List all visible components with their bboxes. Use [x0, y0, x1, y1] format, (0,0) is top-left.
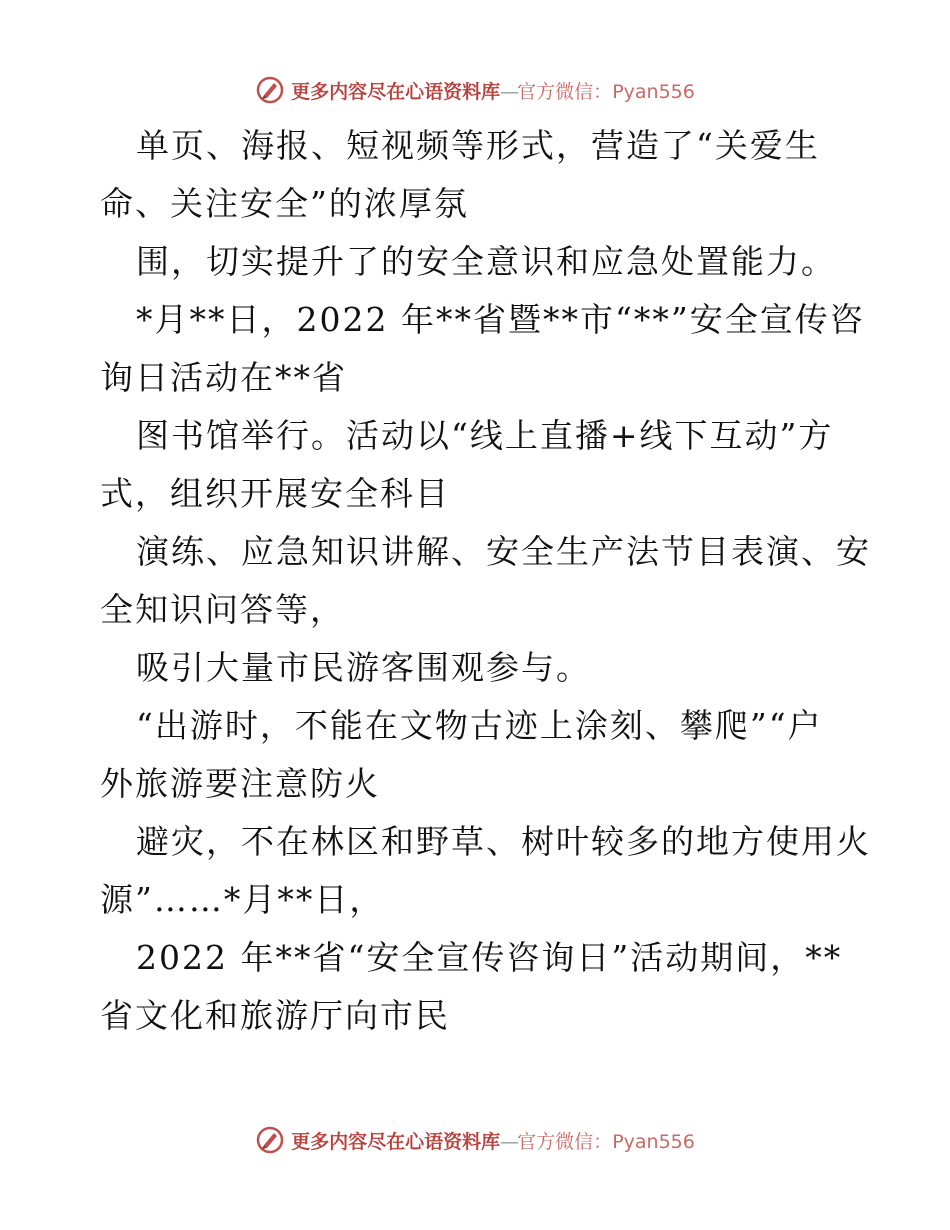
- body-line: 省文化和旅游厅向市民: [100, 996, 450, 1035]
- pen-logo-icon: [255, 1125, 285, 1155]
- body-line: 吸引大量市民游客围观参与。: [136, 648, 591, 687]
- footer-banner: [0, 1120, 950, 1160]
- footer-banner-text: [291, 1127, 695, 1154]
- body-line: 源”……*月**日，: [100, 880, 385, 919]
- banner-dash: —: [500, 1130, 518, 1153]
- pen-logo-icon: [255, 75, 285, 105]
- header-banner-text: [291, 77, 695, 104]
- header-banner: [0, 70, 950, 110]
- body-line: “出游时，不能在文物古迹上涂刻、攀爬”“户: [136, 706, 823, 745]
- banner-suffix: 官方微信：: [517, 80, 613, 103]
- banner-main-text: 更多内容尽在心语资料库: [291, 1130, 501, 1153]
- banner-main-text: 更多内容尽在心语资料库: [291, 80, 501, 103]
- body-line: *月**日，2022 年**省暨**市“**”安全宣传咨: [136, 300, 865, 339]
- body-line: 围，切实提升了的安全意识和应急处置能力。: [136, 242, 836, 281]
- banner-suffix: 官方微信：: [517, 1130, 613, 1153]
- body-line: 询日活动在**省: [100, 358, 347, 397]
- body-line: 命、关注安全”的浓厚氛: [100, 184, 469, 223]
- body-line: 全知识问答等，: [100, 590, 345, 629]
- body-line: 2022 年**省“安全宣传咨询日”活动期间，**: [136, 938, 843, 977]
- body-line: 外旅游要注意防火: [100, 764, 380, 803]
- body-line: 避灾，不在林区和野草、树叶较多的地方使用火: [136, 822, 871, 861]
- banner-wechat-id: Pyan556: [612, 80, 695, 103]
- banner-wechat-id: Pyan556: [612, 1130, 695, 1153]
- body-line: 式，组织开展安全科目: [100, 474, 450, 513]
- body-line: 演练、应急知识讲解、安全生产法节目表演、安: [136, 532, 871, 571]
- body-line: 单页、海报、短视频等形式，营造了“关爱生: [136, 126, 820, 165]
- body-line: 图书馆举行。活动以“线上直播+线下互动”方: [136, 416, 834, 455]
- banner-dash: —: [500, 80, 518, 103]
